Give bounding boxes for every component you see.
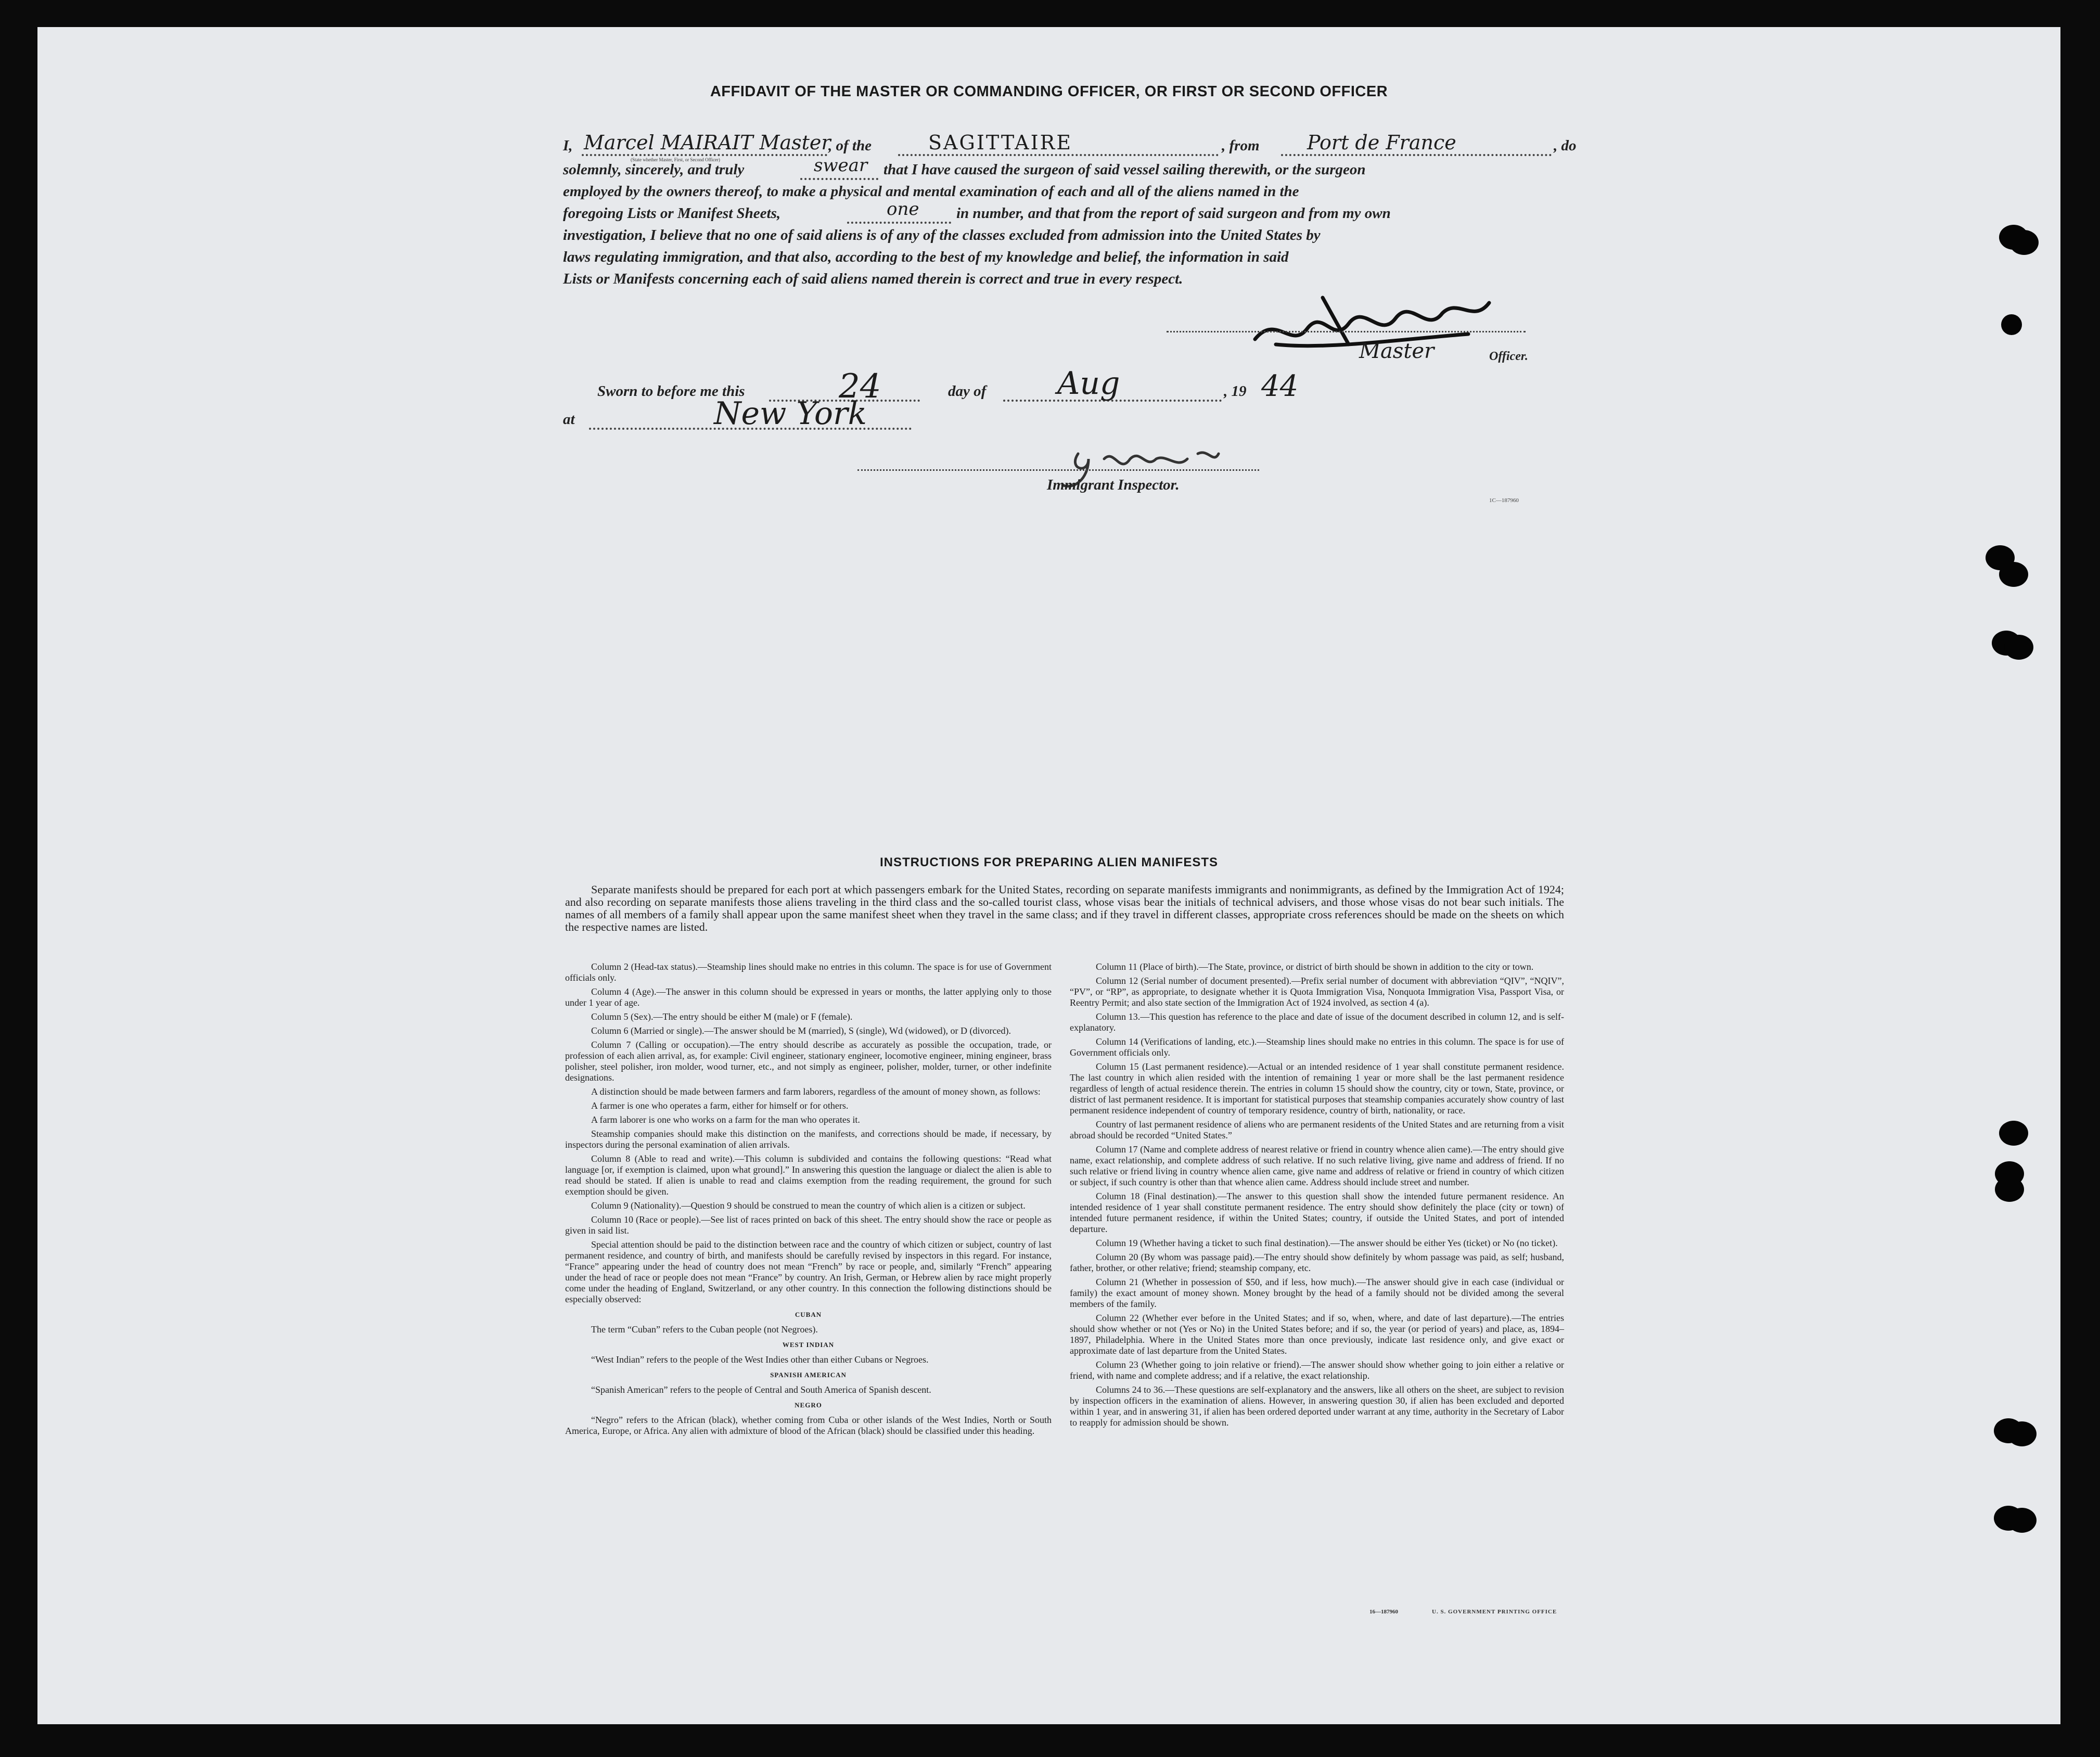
instruction-paragraph: Column 17 (Name and complete address of nearest relative or friend in country whence alien came).—The entry should give name, exact relationship, and complete address of such relative. If no such relative living, give name and address of friend. If no such relative or friend living in country whence alien came, give name and address of relative or friend in country of which citizen or subject, if such country is other than that whence alien came. Address should include street and number. — [1070, 1144, 1564, 1187]
binder-hole — [2007, 1421, 2037, 1446]
instruction-paragraph: Column 9 (Nationality).—Question 9 should be construed to mean the country of which alien is a citizen or subject. — [591, 1200, 1026, 1211]
instruction-paragraph: Column 6 (Married or single).—The answer should be M (married), S (single), Wd (widowed), or D (divorced). — [591, 1025, 1011, 1036]
instruction-paragraph: Country of last permanent residence of aliens who are permanent residents of the United States and are returning from a visit abroad should be recorded “United States.” — [1070, 1119, 1564, 1140]
of-the-label: , of the — [828, 137, 872, 154]
handwritten-vessel-name: SAGITTAIRE — [928, 131, 1072, 154]
instruction-paragraph: Steamship companies should make this distinction on the manifests, and corrections should be made, if necessary, by inspectors during the personal examination of alien arrivals. — [565, 1128, 1052, 1150]
instructions-right-column — [1070, 961, 1564, 1431]
affidavit-line-2: that I have caused the surgeon of said vessel sailing therewith, or the surgeon — [883, 161, 1366, 178]
instruction-paragraph: Column 14 (Verifications of landing, etc.).—Steamship lines should make no entries in this column. The space is for use of Government officials only. — [1070, 1036, 1564, 1058]
instruction-paragraph: Column 23 (Whether going to join relative or friend).—The answer should show whether going to join either a relative or friend, with name and complete address; and if a relative, the exact relationship. — [1070, 1360, 1564, 1381]
instruction-paragraph: Column 11 (Place of birth).—The State, province, or district of birth should be shown in addition to the city or town. — [1096, 961, 1534, 972]
instructions-intro: Separate manifests should be prepared for each port at which passengers embark for the United States, recording on separate manifests immigrants and nonimmigrants, as defined by the Immigration Act of 1924; and also recording on separate manifests those aliens traveling in the third class and the so-called tourist class, whose visas bear the initials of technical advisers, and those whose visas do not bear such initials. The names of all members of a family shall appear upon the same manifest sheet when they travel in the same class; and if they travel in different classes, appropriate cross references should be made on the sheets on which the respective names are listed. — [565, 883, 1564, 933]
negro-heading: NEGRO — [795, 1401, 822, 1409]
instruction-paragraph: Column 22 (Whether ever before in the United States; and if so, when, where, and date of last departure).—The entries should show whether or not (Yes or No) in the United States before; and if so, the year (or period of years) and place, as, 1894–1897, Philadelphia. Where in the United States more than once previously, indicate last residence only, and give exact or approximate date of last departure from the United States. — [1070, 1313, 1564, 1356]
from-label: , from — [1222, 137, 1260, 154]
i-label: I, — [563, 137, 573, 154]
instruction-paragraph: Special attention should be paid to the distinction between race and the country of which citizen or subject, country of last permanent residence, and country of birth, and manifests should be carefully revised by inspectors in this regard. For instance, “France” appearing under the head of country does not mean “French” by race or people, and, similarly “French” appearing under the head of race or people does not mean “France” by country. An Irish, German, or Hebrew alien by race might properly come under the heading of England, Switzerland, or any other country. In this connection the following distinctions should be especially observed: — [565, 1239, 1052, 1304]
affidavit-line-3: employed by the owners thereof, to make a physical and mental examination of each and all of the aliens named in the — [563, 183, 1299, 200]
affidavit-title: AFFIDAVIT OF THE MASTER OR COMMANDING OFFICER, OR FIRST OR SECOND OFFICER — [710, 83, 1388, 100]
handwritten-year: 44 — [1261, 369, 1299, 403]
immigrant-inspector-label: Immigrant Inspector. — [1047, 477, 1180, 493]
handwritten-port: Port de France — [1307, 131, 1456, 154]
instructions-left-column — [565, 961, 1052, 1440]
instruction-paragraph: Column 21 (Whether in possession of $50, and if less, how much).—The answer should give in each case (individual or family) the exact amount of money shown. Money brought by the head of a family should not be divided among the several members of the family. — [1070, 1277, 1564, 1309]
year-prefix: , 19 — [1224, 383, 1247, 400]
instruction-paragraph: A farmer is one who operates a farm, either for himself or for others. — [591, 1100, 849, 1111]
instruction-paragraph: Column 19 (Whether having a ticket to such final destination).—The answer should be either Yes (ticket) or No (no ticket). — [1096, 1238, 1558, 1248]
negro-definition: “Negro” refers to the African (black), whether coming from Cuba or other islands of the West Indies, North or South America, Europe, or Africa. Any alien with admixture of blood of the African (black) should be classified under this heading. — [565, 1415, 1052, 1436]
officer-rank-note: (State whether Master, First, or Second Officer) — [631, 157, 720, 162]
west-indian-definition: “West Indian” refers to the people of the West Indies other than either Cubans or Negroes. — [591, 1354, 929, 1365]
instruction-paragraph: Column 8 (Able to read and write).—This column is subdivided and contains the following questions: “Read what language [or, if exemption is claimed, upon what ground].” In answering this question the language or dialect the alien is able to read should be stated. If alien is unable to read and claims exemption from the reading requirement, the ground for such exemption should be given. — [565, 1153, 1052, 1197]
handwritten-sheet-count: one — [887, 199, 919, 220]
form-code-top: 1C—187960 — [1489, 497, 1519, 504]
affidavit-line-5: in number, and that from the report of said surgeon and from my own — [956, 205, 1391, 222]
handwritten-month: Aug — [1057, 365, 1120, 402]
officer-suffix: Officer. — [1489, 350, 1528, 363]
instruction-paragraph: Column 4 (Age).—The answer in this column should be expressed in years or months, the latter applying only to those under 1 year of age. — [565, 986, 1052, 1008]
affidavit-line-4: foregoing Lists or Manifest Sheets, — [563, 205, 781, 222]
spanish-american-heading: SPANISH AMERICAN — [770, 1371, 847, 1379]
instruction-paragraph: Column 7 (Calling or occupation).—The entry should describe as accurately as possible the occupation, trade, or profession of each alien arrival, as, for example: Civil engineer, stationary engineer, locomotive engineer, mining engineer, brass polisher, steel polisher, iron molder, wood turner, etc., and not simply as engineer, polisher, molder, turner, or other indefinite designations. — [565, 1040, 1052, 1083]
handwritten-swear: swear — [814, 155, 868, 176]
instruction-paragraph: Column 20 (By whom was passage paid).—The entry should show definitely by whom passage was paid, as self; husband, father, brother, or other relative; friend; steamship company, etc. — [1070, 1252, 1564, 1273]
affidavit-line-8: Lists or Manifests concerning each of said aliens named therein is correct and true in every respect. — [563, 271, 1183, 287]
instruction-paragraph: Column 15 (Last permanent residence).—Actual or an intended residence of 1 year shall constitute permanent residence. The last country in which alien resided with the intention of remaining 1 year or more shall be the last permanent residence regardless of length of actual residence therein. The entries in column 15 should show the country, city or town, State, province, or district of last permanent residence. It is important for statistical purposes that steamship companies accurately show country of last permanent residence independent of country of temporary residence, country of birth, nationality, or race. — [1070, 1061, 1564, 1115]
do-label: , do — [1554, 137, 1577, 154]
manifest-sheet — [37, 27, 2060, 1724]
handwritten-master-rank: Master — [1359, 339, 1435, 363]
cuban-definition: The term “Cuban” refers to the Cuban people (not Negroes). — [591, 1324, 818, 1335]
binder-hole — [2007, 1508, 2037, 1533]
instruction-paragraph: Column 5 (Sex).—The entry should be either M (male) or F (female). — [591, 1011, 853, 1022]
binder-hole — [2009, 230, 2039, 255]
binder-hole — [2001, 314, 2022, 335]
binder-hole — [1999, 562, 2028, 587]
west-indian-heading: WEST INDIAN — [782, 1341, 835, 1349]
instruction-paragraph: Column 2 (Head-tax status).—Steamship lines should make no entries in this column. The space is for use of Government officials only. — [565, 961, 1052, 983]
instruction-paragraph: A farm laborer is one who works on a farm for the man who operates it. — [591, 1114, 860, 1125]
spanish-american-definition: “Spanish American” refers to the people of Central and South America of Spanish descent. — [591, 1384, 931, 1395]
handwritten-place: New York — [714, 395, 867, 432]
instruction-paragraph: Columns 24 to 36.—These questions are self-explanatory and the answers, like all others on the sheet, are subject to revision by inspection officers in the examination of aliens. However, in answering question 30, if alien has been excluded and deported within 1 year, and in answering 31, if alien has been ordered deported under warrant at any time, authority in the Secretary of Labor to reapply for admission should be shown. — [1070, 1384, 1564, 1428]
handwritten-day: 24 — [839, 367, 881, 406]
handwritten-officer-name: Marcel MAIRAIT Master — [584, 131, 831, 154]
binder-hole — [1995, 1177, 2024, 1202]
sworn-label: Sworn to before me this — [597, 383, 745, 400]
affidavit-line-7: laws regulating immigration, and that also, according to the best of my knowledge and belief, the information in said — [563, 249, 1289, 265]
instruction-paragraph: Column 18 (Final destination).—The answer to this question shall show the intended future permanent residence. An intended residence of 1 year shall constitute permanent residence. The entry should show definitely the place (city or town) of intended future permanent residence, if within the United States; country, if outside the United States, and port of intended departure. — [1070, 1191, 1564, 1234]
affidavit-line-1: solemnly, sincerely, and truly — [563, 161, 745, 178]
binder-hole — [1999, 1121, 2028, 1146]
affidavit-line-6: investigation, I believe that no one of said aliens is of any of the classes excluded from admission into the United States by — [563, 227, 1321, 243]
instruction-paragraph: Column 10 (Race or people).—See list of races printed on back of this sheet. The entry should show the race or people as given in said list. — [565, 1214, 1052, 1236]
instruction-paragraph: Column 12 (Serial number of document presented).—Prefix serial number of document with abbreviation “QIV”, “NQIV”, “PV”, or “RP”, as appropriate, to designate whether it is Quota Immigration Visa, Nonquota Immigration Visa, Passport Visa, or Reentry Permit; and also state section of the Immigration Act of 1924 involved, as section 4 (a). — [1070, 976, 1564, 1008]
binder-hole — [2004, 635, 2033, 660]
instruction-paragraph: Column 13.—This question has reference to the place and date of issue of the document described in column 12, and is self-explanatory. — [1070, 1011, 1564, 1033]
footer-form-code: 16—187960 — [1369, 1609, 1398, 1615]
at-label: at — [563, 411, 575, 428]
footer-printing-office: U. S. GOVERNMENT PRINTING OFFICE — [1432, 1609, 1557, 1615]
cuban-heading: CUBAN — [795, 1311, 822, 1318]
instructions-title: INSTRUCTIONS FOR PREPARING ALIEN MANIFESTS — [879, 855, 1218, 869]
day-of-label: day of — [948, 383, 987, 400]
instruction-paragraph: A distinction should be made between farmers and farm laborers, regardless of the amount of money shown, as follows: — [591, 1086, 1041, 1097]
